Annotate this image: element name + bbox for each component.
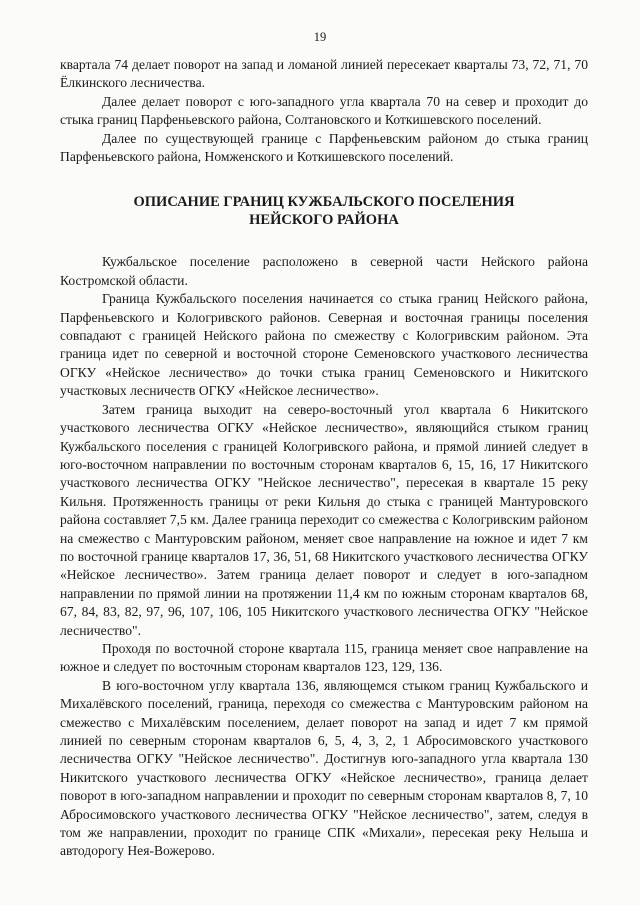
paragraph-southeast: В юго-восточном углу квартала 136, являющемся стыком границ Кужбальского и Михалёвского поселений, граница, переходя со смежества с Мантуровским районом на смежество с Михалёвским поселением, делает поворот на запад и идет 7 км прямой линией по северным сторонам кварталов 6, 5, 4, 3, 2, 1 Абросимовского участкового лесничества ОГКУ "Нейское лесничество". Достигнув юго-западного угла квартала 130 Никитского участкового лесничества ОГКУ «Нейское лесничество», граница делает поворот в юго-западном направлении и проходит по северным сторонам кварталов 8, 7, 10 Абросимовского участкового лесничества ОГКУ "Нейское лесничество", затем, следуя в том же направлении, проходит по границе СПК «Михали», пересекая реку Нельша и автодорогу Нея-Вожерово. xyxy=(60,677,588,859)
paragraph-location: Кужбальское поселение расположено в северной части Нейского района Костромской области. xyxy=(60,254,588,288)
paragraph-northeast: Затем граница выходит на северо-восточный угол квартала 6 Никитского участкового лесничества ОГКУ «Нейское лесничество», являющийся стыком границ Кужбальского поселения с границей Кологривского района, и прямой линией следует в юго-восточном направлении по восточным сторонам кварталов 6, 15, 16, 17 Никитского участкового лесничества ОГКУ "Нейское лесничество", пересекая в квартале 15 реку Кильня. Протяженность границы от реки Кильня до стыка с границей Мантуровского района составляет 7,5 км. Далее граница переходит со смежества с Кологривским районом на смежество с Мантуровским районом, меняет свое направление на южное и идет 7 км по восточной границе кварталов 17, 36, 51, 68 Никитского участкового лесничества ОГКУ «Нейское лесничество». Затем граница делает поворот и следует в юго-западном направлении по прямой линии на протяжении 11,4 км по южным сторонам кварталов 68, 67, 84, 83, 82, 97, 96, 107, 106, 105 Никитского участкового лесничества ОГКУ "Нейское лесничество". xyxy=(60,401,588,638)
section-heading xyxy=(60,193,588,229)
paragraph-boundary-start: Граница Кужбальского поселения начинается со стыка границ Нейского района, Парфеньевского и Кологривского районов. Северная и восточная границы поселения совпадают с границей Нейского района по смежеству с Кологривским районом. Эта граница идет по северной и восточной стороне Семеновского участкового лесничества ОГКУ «Нейское лесничество» до точки стыка границ Семеновского и Никитского участковых лесничеств ОГКУ «Нейское лесничество». xyxy=(60,291,588,399)
paragraph-intro-1: квартала 74 делает поворот на запад и ломаной линией пересекает кварталы 73, 72, 71, 70 Ёлкинского лесничества. xyxy=(60,57,588,91)
section-heading-line-2: НЕЙСКОГО РАЙОНА xyxy=(249,212,399,229)
paragraph-intro-3: Далее по существующей границе с Парфеньевским районом до стыка границ Парфеньевского района, Номженского и Коткишевского поселений. xyxy=(60,130,588,165)
document-body xyxy=(60,56,588,861)
page-number: 19 xyxy=(313,30,327,44)
paragraph-intro-2: Далее делает поворот с юго-западного угла квартала 70 на север и проходит до стыка границ Парфеньевского района, Солтановского и Коткишевского поселений. xyxy=(60,93,588,128)
section-heading-line-1: ОПИСАНИЕ ГРАНИЦ КУЖБАЛЬСКОГО ПОСЕЛЕНИЯ xyxy=(133,194,515,211)
paragraph-east-side: Проходя по восточной стороне квартала 115, граница меняет свое направление на южное и следует по восточным сторонам кварталов 123, 129, 136. xyxy=(60,640,588,675)
